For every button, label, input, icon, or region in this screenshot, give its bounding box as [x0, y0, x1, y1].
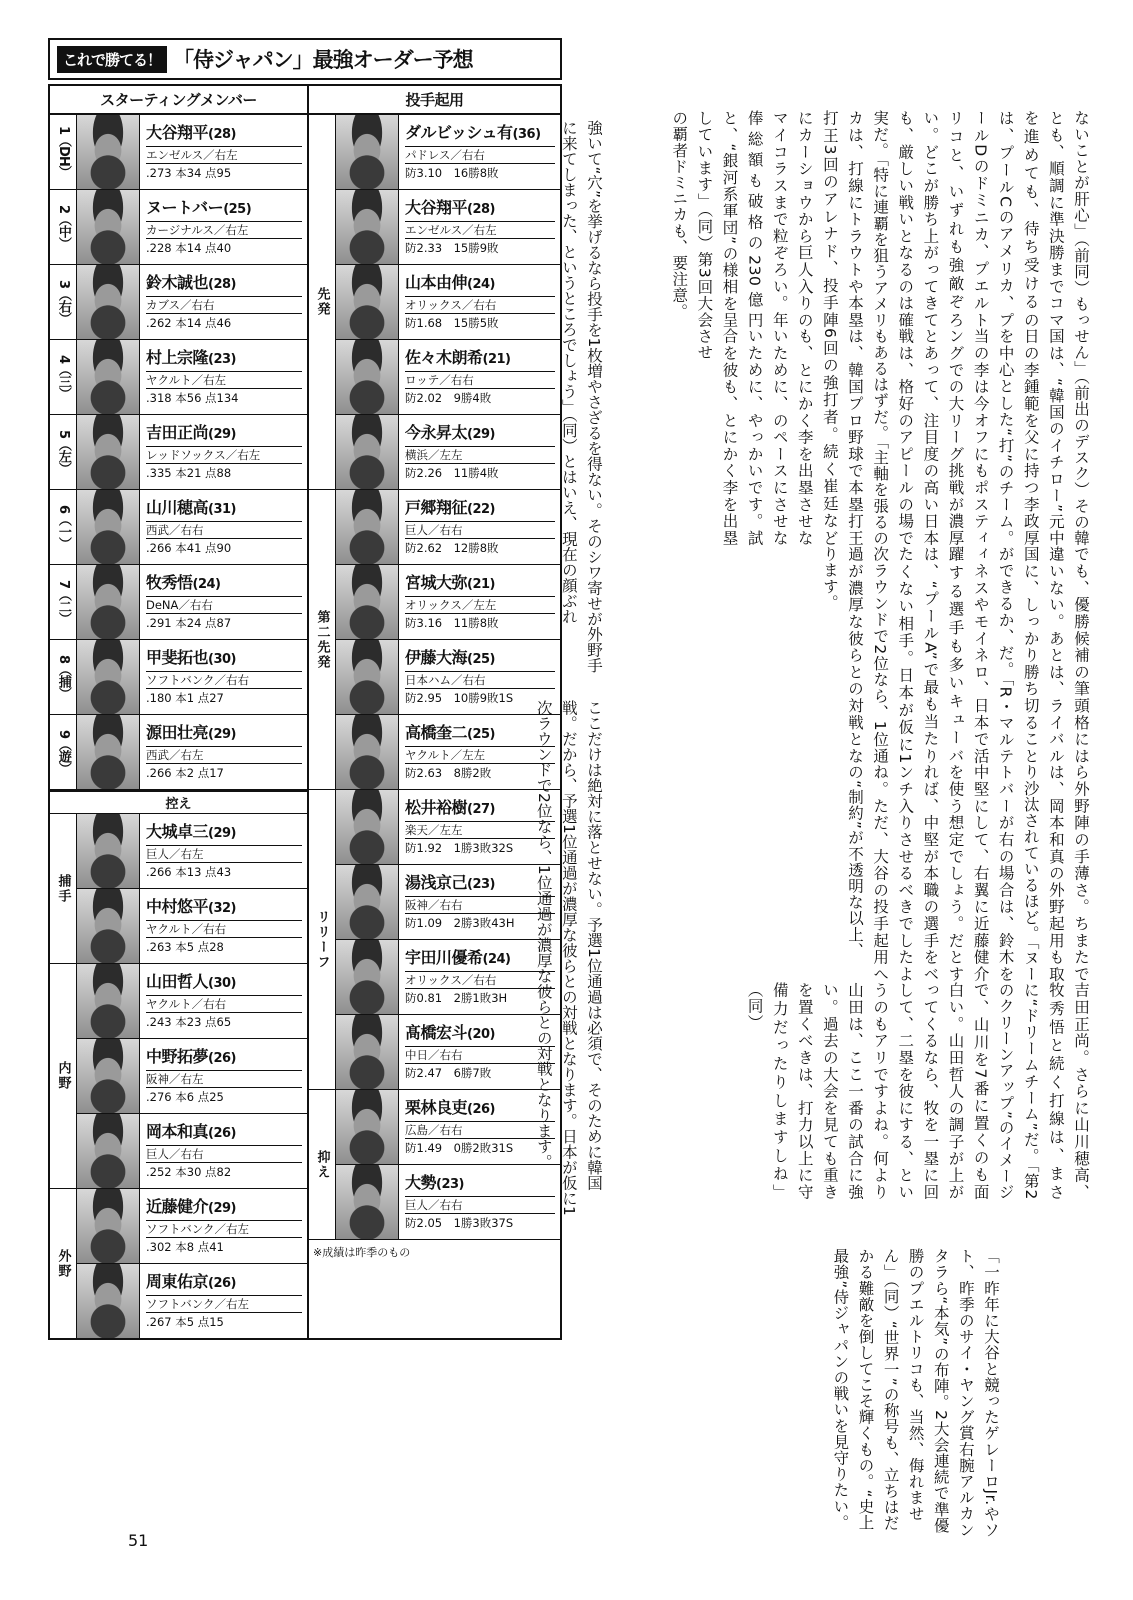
table-row [336, 565, 560, 640]
player-photo [336, 715, 399, 789]
player-photo [77, 340, 140, 414]
player-age: (36) [512, 127, 541, 143]
player-stat: .276 本6 点25 [146, 1090, 224, 1105]
player-name: 鈴木誠也 [146, 273, 209, 293]
player-photo [336, 1165, 399, 1239]
bench-group-label: 外野 [50, 1189, 77, 1338]
player-photo [336, 1015, 399, 1089]
player-team: オリックス／右右 [405, 296, 555, 314]
batting-order: 2（中） [50, 190, 77, 264]
bench-group-infield [50, 964, 307, 1189]
player-photo [77, 190, 140, 264]
player-age: (26) [467, 1102, 495, 1118]
player-team: ソフトバンク／右右 [146, 671, 302, 689]
pitcher-group-label: 第二先発 [309, 490, 336, 789]
player-team: ヤクルト／右左 [146, 371, 302, 389]
player-name: 村上宗隆 [146, 348, 209, 368]
player-team: パドレス／右右 [405, 146, 555, 164]
table-row [336, 490, 560, 565]
pitching-column [309, 115, 560, 1263]
player-team: レッドソックス／右左 [146, 446, 302, 464]
player-name: 山本由伸 [405, 273, 468, 293]
player-age: (31) [208, 502, 236, 518]
article-body-upper [573, 110, 1093, 1200]
player-age: (24) [192, 577, 221, 593]
batting-order: 1（DH） [50, 115, 77, 189]
player-team: 西武／右右 [146, 521, 302, 539]
player-photo [336, 265, 399, 339]
player-photo [336, 490, 399, 564]
player-name: 近藤健介 [146, 1197, 209, 1217]
starting-lineup-column [50, 115, 309, 1338]
player-age: (29) [208, 826, 236, 842]
pitcher-group-starters [309, 115, 560, 490]
player-name: 岡本和真 [146, 1122, 209, 1142]
player-age: (32) [208, 901, 236, 917]
player-photo [336, 790, 399, 864]
article-column-4: ここだけは絶対に落とせない。予選1位通過は必須で、そのために韓国戦。だから、予選1位通過が濃厚な彼らとの対戦となります。日本が仮に1次ラウンドで2位なら、1位通過が濃厚な彼らとの対戦となります。 [534, 700, 603, 1216]
table-row [336, 640, 560, 715]
bench-group-label: 内野 [50, 964, 77, 1188]
batting-order: 9（遊） [50, 715, 77, 789]
player-stat: .318 本56 点134 [146, 391, 239, 406]
player-name: 今永昇太 [405, 423, 468, 443]
batting-order: 3（右） [50, 265, 77, 339]
batting-order: 4（三） [50, 340, 77, 414]
table-row [77, 1189, 307, 1264]
article-column-7: ないことが肝心」（前同）もっとも、順調に準決勝までコマを進めても、待ち受けるのは、プールCのアメリカ、プールDのドミニカ、プエルトリコと、いずれも強敵ぞろい。どこが勝ち上がってきても、厳しい戦いとなるのは確実だ。「特に連覇を狙うアメリカは、打線にトラウトや本塁打王3回のアレナド、投手陣にカーショウから巨人入りのマイコラスまで粒ぞろい。年俸総額も破格の230億円と、“銀河系軍団”の様相を呈しています」（同）第3回大会の覇者ドミニカも、要注意。 [670, 110, 1090, 328]
bench-header: 控え [50, 790, 307, 814]
bench-group-label: 捕手 [50, 814, 77, 963]
table-row [336, 715, 560, 789]
player-team: 阪神／右右 [405, 896, 555, 914]
player-team: エンゼルス／右左 [405, 221, 555, 239]
table-row [50, 115, 307, 190]
player-stat: 防2.63 8勝2敗 [405, 766, 492, 781]
player-team: 日本ハム／右右 [405, 671, 555, 689]
player-name: 戸郷翔征 [405, 498, 468, 518]
player-stat: .273 本34 点95 [146, 166, 232, 181]
player-stat: 防2.33 15勝9敗 [405, 241, 499, 256]
player-photo [336, 640, 399, 714]
player-photo [77, 889, 140, 963]
player-photo [77, 1264, 140, 1338]
player-stat: .263 本5 点28 [146, 940, 224, 955]
table-row [50, 640, 307, 715]
player-team: DeNA／右右 [146, 596, 302, 614]
player-team: ソフトバンク／右左 [146, 1295, 302, 1313]
table-row [50, 490, 307, 565]
player-stat: 防1.09 2勝3敗43H [405, 916, 515, 931]
player-team: カブス／右右 [146, 296, 302, 314]
player-stat: .228 本14 点40 [146, 241, 232, 256]
player-stat: .243 本23 点65 [146, 1015, 232, 1030]
player-photo [77, 715, 140, 789]
lineup-table [48, 84, 562, 1340]
player-photo [336, 190, 399, 264]
player-name: 宮城大弥 [405, 573, 468, 593]
player-stat: .335 本21 点88 [146, 466, 232, 481]
player-team: 阪神／右左 [146, 1070, 302, 1088]
player-team: 横浜／左左 [405, 446, 555, 464]
player-photo [336, 340, 399, 414]
table-row [77, 814, 307, 889]
table-row [50, 340, 307, 415]
pitcher-group-second-starters [309, 490, 560, 790]
player-photo [77, 565, 140, 639]
player-photo [77, 814, 140, 888]
table-row [77, 1039, 307, 1114]
player-photo [77, 1189, 140, 1263]
player-age: (25) [467, 652, 495, 668]
player-photo [77, 265, 140, 339]
player-age: (21) [482, 352, 511, 368]
batting-order: 7（二） [50, 565, 77, 639]
player-age: (23) [436, 1177, 464, 1193]
table-row [77, 964, 307, 1039]
table-row [336, 115, 560, 190]
header-pitching-usage: 投手起用 [405, 91, 464, 109]
player-name: 栗林良吏 [405, 1098, 468, 1118]
player-stat: .262 本14 点46 [146, 316, 232, 331]
player-stat: .302 本8 点41 [146, 1240, 224, 1255]
article-column-3: ら外野陣の手薄さ。ちまたでは、岡本和真の外野起用も取り沙汰されているほど。「ヌートバーが右の場合は、鈴木を中堅にして、右翼に近藤健介を使う想定でしょう。だとすれば、中堅が本職の選手をベンチ入りさせるべきでしたよね。ただ、大谷の投手起用への“制約”が不透明な以上、 [846, 764, 1090, 982]
player-team: 巨人／右右 [405, 1196, 555, 1214]
page-number: 51 [128, 1531, 149, 1550]
player-stat: 防3.16 11勝8敗 [405, 616, 499, 631]
table-row [50, 265, 307, 340]
player-team: 広島／右右 [405, 1121, 555, 1139]
player-stat: .266 本13 点43 [146, 865, 232, 880]
player-photo [77, 490, 140, 564]
player-name: ヌートバー [146, 198, 224, 218]
player-age: (29) [208, 727, 236, 743]
player-photo [77, 115, 140, 189]
table-row [336, 340, 560, 415]
article-column-8: 「一昨年に大谷と競ったゲレーロJr.やソト、昨季のサイ・ヤング賞右腕アルカンタラら“本気”の布陣。2大会連続で準優勝のプエルトリコも、当然、侮れません」（同）“世界一”の称号も、立ちはだかる難敵を倒してこそ輝くもの。“史上最強”侍ジャパンの戦いを見守りたい。 [831, 1248, 1000, 1538]
player-stat: .252 本30 点82 [146, 1165, 232, 1180]
table-row [336, 790, 560, 865]
player-age: (28) [208, 277, 236, 293]
table-row [50, 415, 307, 490]
player-team: 巨人／右左 [146, 845, 302, 863]
player-age: (26) [208, 1051, 236, 1067]
player-stat: 防0.81 2勝1敗3H [405, 991, 508, 1006]
table-row [77, 1264, 307, 1338]
table-row [336, 865, 560, 940]
header-starting-members: スターティングメンバー [50, 86, 309, 113]
player-team: 中日／右右 [405, 1046, 555, 1064]
player-age: (25) [467, 727, 495, 743]
player-age: (24) [482, 952, 511, 968]
player-team: 巨人／右右 [146, 1145, 302, 1163]
batting-order: 6（一） [50, 490, 77, 564]
player-photo [77, 640, 140, 714]
player-age: (20) [467, 1027, 495, 1043]
player-photo [77, 415, 140, 489]
article-column-5: でも、優勝候補の筆頭格には違いない。あとは、ライバル国に、しっかり勝ち切ることができるか、だ。「R・マルティネスやモイネロ、日本で活躍する選手も多いキューバは、“プールA”で最も当たりたくない相手。日本が仮に1次ラウンドで2位なら、1位通過が濃厚な彼らとの対戦となります。 [820, 546, 1090, 764]
table-footnote: ※成績は昨季のもの [309, 1239, 560, 1263]
bench-group-outfield [50, 1189, 307, 1338]
player-photo [336, 565, 399, 639]
player-name: 源田壮亮 [146, 723, 209, 743]
table-row [336, 1015, 560, 1089]
player-name: 山田哲人 [146, 972, 209, 992]
pitcher-group-label: リリーフ [309, 790, 336, 1089]
player-stat: 防2.62 12勝8敗 [405, 541, 499, 556]
player-age: (30) [208, 976, 236, 992]
player-photo [77, 964, 140, 1038]
table-row [336, 1090, 560, 1165]
table-header-row [50, 86, 560, 115]
player-team: 楽天／左左 [405, 821, 555, 839]
player-team: 西武／右左 [146, 746, 302, 764]
player-photo [336, 415, 399, 489]
player-team: ヤクルト／右右 [146, 995, 302, 1013]
article-middle-block-2 [559, 120, 608, 680]
player-team: ロッテ／右右 [405, 371, 555, 389]
player-photo [336, 115, 399, 189]
player-stat: 防1.49 0勝2敗31S [405, 1141, 514, 1156]
player-name: 宇田川優希 [405, 948, 483, 968]
table-row [50, 565, 307, 640]
player-age: (22) [467, 502, 495, 518]
player-age: (25) [223, 202, 252, 218]
player-team: オリックス／左左 [405, 596, 555, 614]
player-name: 吉田正尚 [146, 423, 209, 443]
pitcher-group-closers [309, 1090, 560, 1239]
table-row [50, 715, 307, 790]
table-row [77, 1114, 307, 1188]
player-age: (21) [467, 577, 495, 593]
pitcher-group-label: 先発 [309, 115, 336, 489]
player-age: (28) [208, 127, 236, 143]
player-name: 山川穂高 [146, 498, 209, 518]
player-age: (29) [208, 1201, 236, 1217]
player-stat: 防1.92 1勝3敗32S [405, 841, 514, 856]
player-stat: .267 本5 点15 [146, 1315, 224, 1330]
player-stat: 防3.10 16勝8敗 [405, 166, 499, 181]
player-team: カージナルス／右左 [146, 221, 302, 239]
article-middle-block [534, 700, 646, 1220]
player-photo [77, 1039, 140, 1113]
bench-group-catcher [50, 814, 307, 964]
table-row [50, 190, 307, 265]
player-age: (26) [208, 1126, 236, 1142]
player-stat: 防2.05 1勝3敗37S [405, 1216, 514, 1231]
player-name: 髙橋宏斗 [405, 1023, 468, 1043]
player-team: ヤクルト／右右 [146, 920, 302, 938]
player-name: ダルビッシュ有 [405, 123, 513, 143]
player-photo [336, 865, 399, 939]
player-age: (27) [467, 802, 495, 818]
table-row [336, 940, 560, 1015]
player-stat: 防2.02 9勝4敗 [405, 391, 492, 406]
batting-order: 5（左） [50, 415, 77, 489]
player-stat: 防2.95 10勝9敗1S [405, 691, 514, 706]
table-row [77, 889, 307, 963]
table-row [336, 190, 560, 265]
player-team: ヤクルト／左左 [405, 746, 555, 764]
player-name: 佐々木朗希 [405, 348, 483, 368]
player-photo [336, 940, 399, 1014]
player-name: 周東佑京 [146, 1272, 209, 1292]
player-name: 甲斐拓也 [146, 648, 209, 668]
player-stat: .266 本2 点17 [146, 766, 224, 781]
player-age: (29) [208, 427, 236, 443]
player-name: 湯浅京己 [405, 873, 468, 893]
player-team: オリックス／右右 [405, 971, 555, 989]
player-team: 巨人／右右 [405, 521, 555, 539]
player-photo [77, 1114, 140, 1188]
player-team: エンゼルス／右左 [146, 146, 302, 164]
table-row [336, 415, 560, 489]
player-name: 大城卓三 [146, 822, 209, 842]
pitcher-group-relievers [309, 790, 560, 1090]
article-body-lower [603, 1248, 1003, 1538]
article-column-1: 吉田正尚。さらに山川穂高、牧秀悟と続く打線は、まさに“ドリームチーム”だ。「第2のクリーンアップ”のイメージで、山川を7番に置くのも面白い。山田哲人の調子が上がってくるなら、牧を一塁に回して、二塁を彼にする、というのもアリですよね。何より山田は、ここ一番の試合に強い。過去の大会を見ても重きを置くべきは、打力以上に守備力だったりしますしね」（同） [745, 982, 1090, 1200]
batting-order: 8（捕） [50, 640, 77, 714]
player-age: (23) [467, 877, 495, 893]
player-name: 大谷翔平 [405, 198, 468, 218]
player-name: 大勢 [405, 1173, 437, 1193]
player-stat: 防1.68 15勝5敗 [405, 316, 499, 331]
player-name: 中野拓夢 [146, 1047, 209, 1067]
pitcher-group-label: 抑え [309, 1090, 336, 1239]
player-age: (29) [467, 427, 495, 443]
player-age: (26) [208, 1276, 236, 1292]
player-team: ソフトバンク／右左 [146, 1220, 302, 1238]
player-photo [336, 1090, 399, 1164]
player-name: 牧秀悟 [146, 573, 193, 593]
player-stat: .291 本24 点87 [146, 616, 232, 631]
article-column-6: せん」（前出のデスク）その韓国は、“韓国のイチロー”元中日の李鍾範を父に持つ李政厚を中心とした“打”のチーム。当の李は今オフにもポスティングでの大リーグ挑戦が濃厚とあって、注目度の高い日本戦は、格好のアピールの場でもあるはずだ。「主軸を張るのは、韓国プロ野球で本塁打王6回の強打者。続く崔廷なども、とにかく李を出塁させないために、のペースにさせないために、やっかいです。試合を彼も、とにかく李を出塁させ [695, 328, 1090, 546]
player-name: 伊藤大海 [405, 648, 468, 668]
player-name: 中村悠平 [146, 897, 209, 917]
table-row [336, 1165, 560, 1239]
article-title-bar [48, 38, 562, 80]
player-name: 松井裕樹 [405, 798, 468, 818]
table-row [336, 265, 560, 340]
player-age: (23) [208, 352, 236, 368]
player-name: 大谷翔平 [146, 123, 209, 143]
title-badge: これで勝てる！ [57, 46, 167, 73]
player-stat: 防2.47 6勝7敗 [405, 1066, 492, 1081]
player-age: (30) [208, 652, 236, 668]
player-age: (28) [467, 202, 495, 218]
article-column-2: 強いて“穴”を挙げるなら投手を1枚増やさざるを得ない。そのシワ寄せが外野手に来てしまった、というところでしょう」（同）とはいえ、現在の顔ぶれ [559, 120, 603, 673]
player-name: 高橋奎二 [405, 723, 468, 743]
player-stat: .266 本41 点90 [146, 541, 232, 556]
player-stat: .180 本1 点27 [146, 691, 224, 706]
player-age: (24) [467, 277, 495, 293]
page-title: 「侍ジャパン」最強オーダー予想 [173, 48, 473, 72]
player-stat: 防2.26 11勝4敗 [405, 466, 499, 481]
